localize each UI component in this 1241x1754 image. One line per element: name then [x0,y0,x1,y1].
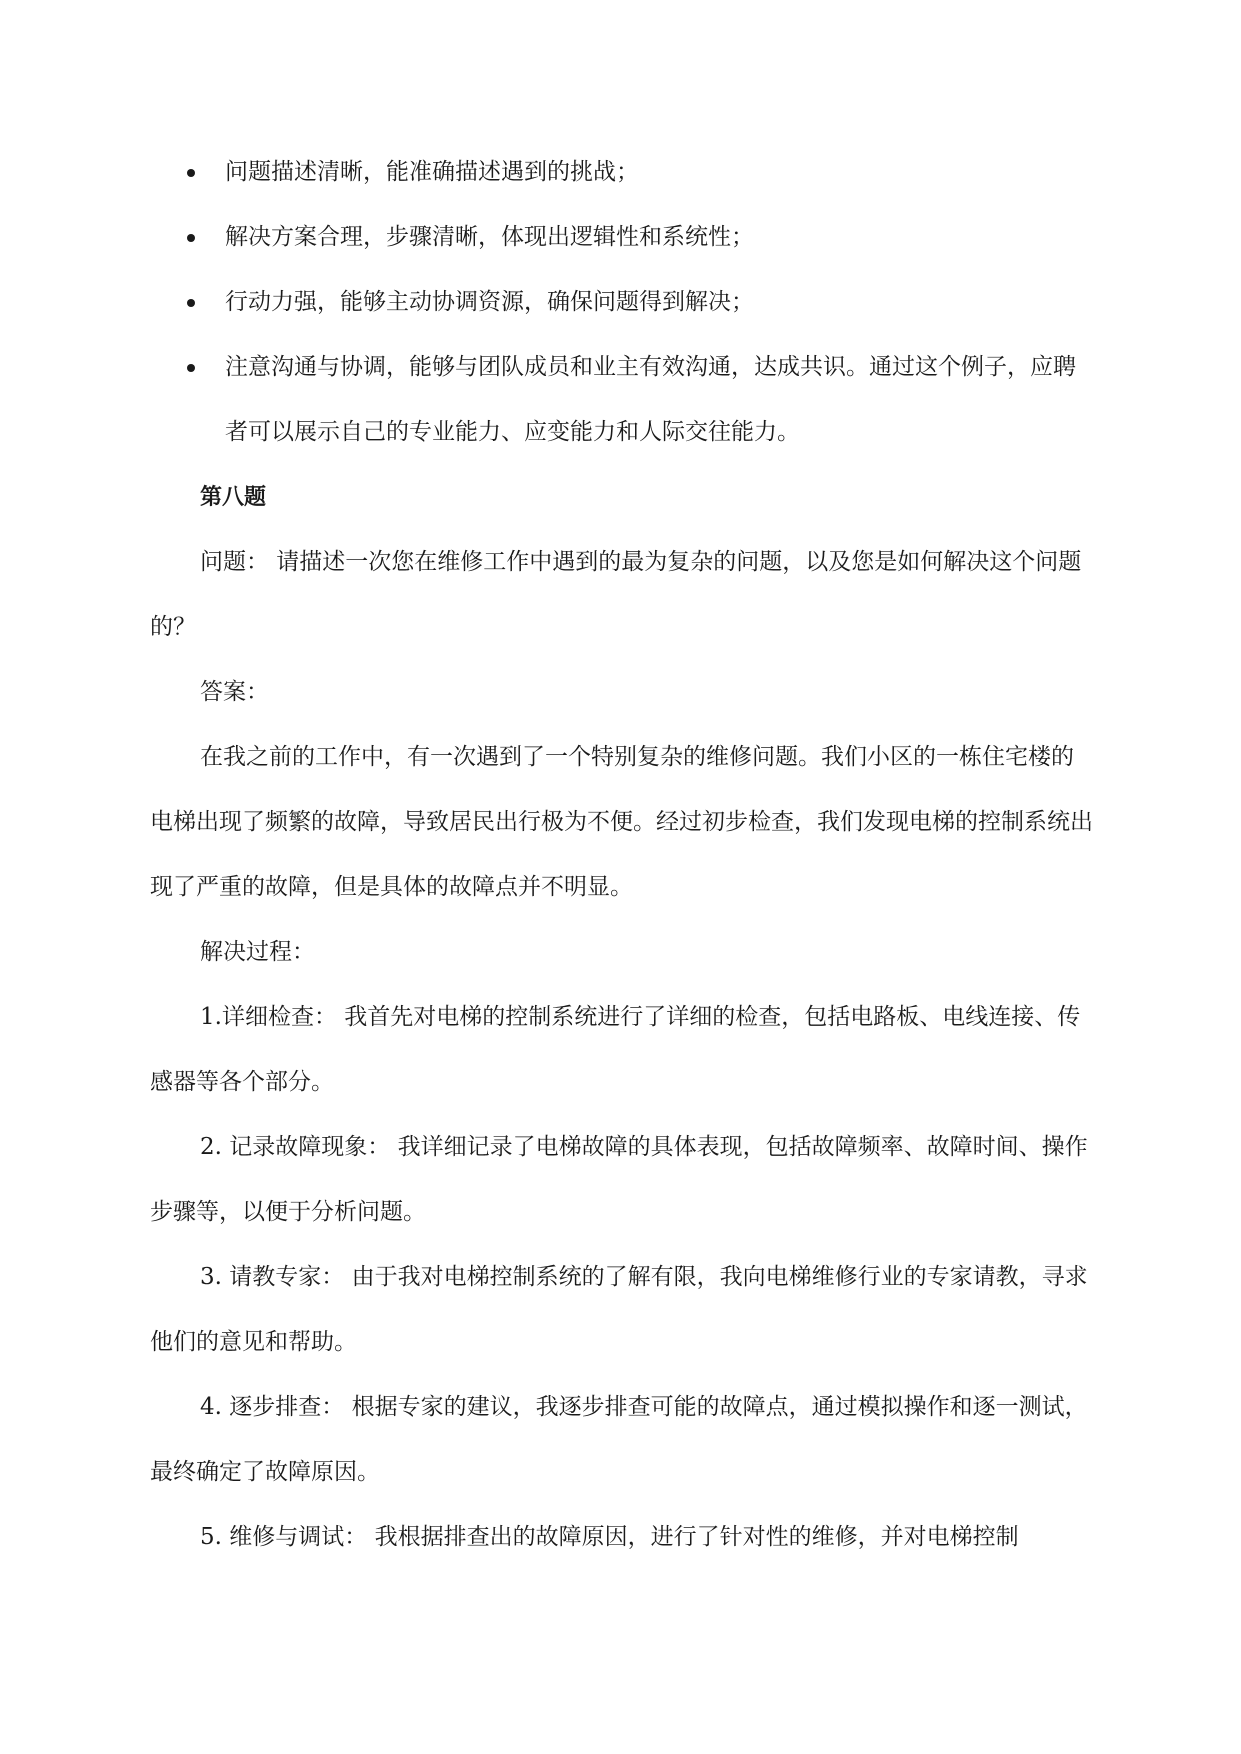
answer-label: 答案： [200,679,269,705]
step-paragraph: 3. 请教专家： 由于我对电梯控制系统的了解有限，我向电梯维修行业的专家请教，寻求他们的意见和帮助。 [150,1264,1088,1355]
step-paragraph: 4. 逐步排查： 根据专家的建议，我逐步排查可能的故障点，通过模拟操作和逐一测试，最终确定了故障原因。 [150,1394,1088,1485]
bullet-icon [187,299,195,307]
document-body [150,140,1095,1570]
bullet-icon [187,169,195,177]
process-label: 解决过程： [200,939,315,965]
step-paragraph: 5. 维修与调试： 我根据排查出的故障原因，进行了针对性的维修，并对电梯控制 [200,1524,1019,1550]
bullet-icon [187,364,195,372]
list-item-text: 解决方案合理，步骤清晰，体现出逻辑性和系统性； [225,224,754,250]
list-item [150,335,1095,465]
list-item [150,205,1095,270]
list-item-text: 行动力强，能够主动协调资源，确保问题得到解决； [225,289,754,315]
step-paragraph: 2. 记录故障现象： 我详细记录了电梯故障的具体表现，包括故障频率、故障时间、操作步骤等，以便于分析问题。 [150,1134,1088,1225]
list-item-text: 问题描述清晰，能准确描述遇到的挑战； [225,159,639,185]
bullet-icon [187,234,195,242]
list-item-text: 注意沟通与协调，能够与团队成员和业主有效沟通，达成共识。通过这个例子，应聘者可以展示自己的专业能力、应变能力和人际交往能力。 [225,354,1076,445]
section-heading: 第八题 [200,485,267,510]
list-item [150,270,1095,335]
list-item [150,140,1095,205]
criteria-list [150,140,1095,465]
question-paragraph: 问题： 请描述一次您在维修工作中遇到的最为复杂的问题，以及您是如何解决这个问题的？ [150,549,1082,640]
step-paragraph: 1.详细检查： 我首先对电梯的控制系统进行了详细的检查，包括电路板、电线连接、传感器等各个部分。 [150,1004,1081,1095]
answer-paragraph: 在我之前的工作中，有一次遇到了一个特别复杂的维修问题。我们小区的一栋住宅楼的电梯出现了频繁的故障，导致居民出行极为不便。经过初步检查，我们发现电梯的控制系统出现了严重的故障，但是具体的故障点并不明显。 [150,744,1093,900]
